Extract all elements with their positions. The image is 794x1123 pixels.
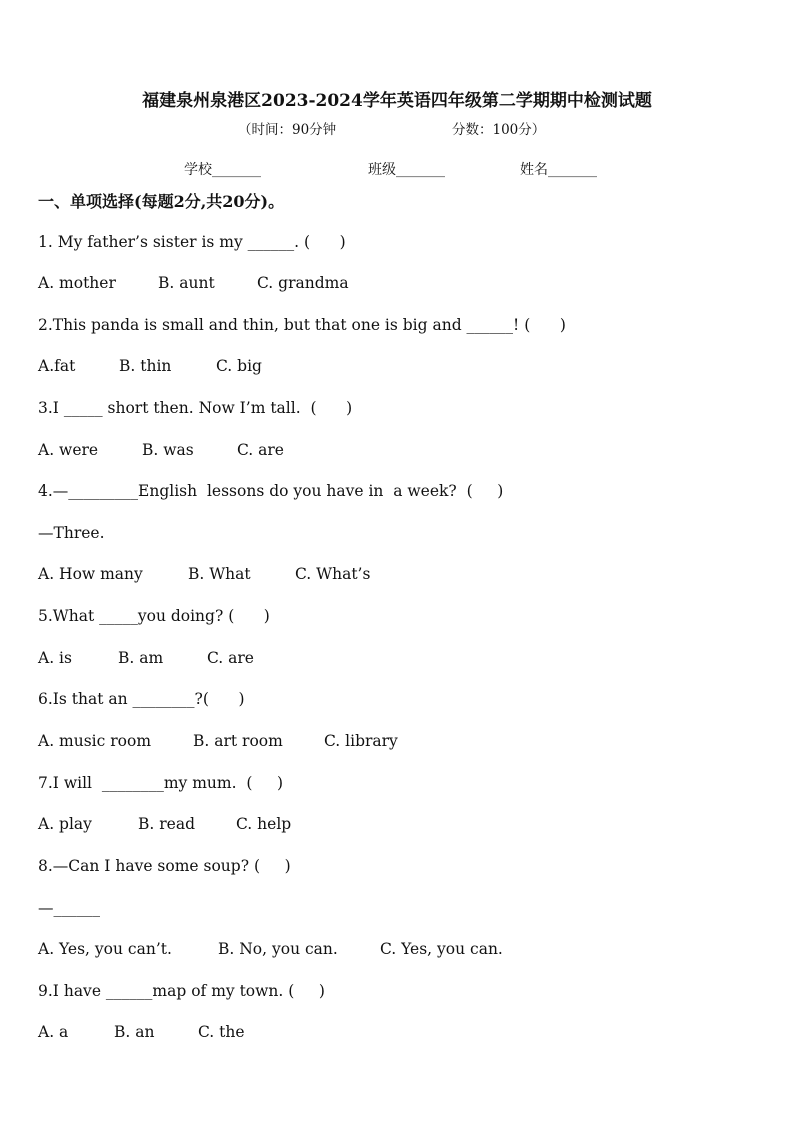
q1-option-c: C. grandma [257,274,349,292]
exam-time: （时间：90分钟 [238,122,337,138]
q7-option-b: B. read [138,815,195,833]
q3-option-a: A. were [38,441,99,459]
q6-option-a: A. music room [38,732,152,750]
page-title: 福建泉州泉港区2023-2024学年英语四年级第二学期期中检测试题 [142,91,652,111]
q3-option-c: C. are [237,441,284,459]
q8-option-b: B. No, you can. [218,940,338,958]
q8-answer-line: —______ [38,899,100,917]
q7-option-a: A. play [38,815,92,833]
q2-option-a: A.fat [38,357,76,375]
q5-option-b: B. am [118,649,164,667]
q9-option-b: B. an [114,1023,155,1041]
name-field[interactable]: 姓名_______ [520,162,597,178]
question-6: 6.Is that an ________?( ) [38,690,245,708]
q4-option-b: B. What [188,565,251,583]
q9-option-a: A. a [38,1023,69,1041]
q2-option-c: C. big [216,357,262,375]
q4-option-c: C. What’s [295,565,371,583]
school-field[interactable]: 学校_______ [184,162,261,178]
q1-option-b: B. aunt [158,274,215,292]
question-9: 9.I have ______map of my town. ( ) [38,982,325,1000]
q1-option-a: A. mother [38,274,116,292]
q3-option-b: B. was [142,441,194,459]
q4-answer-line: —Three. [38,524,105,542]
q5-option-a: A. is [38,649,72,667]
q8-option-a: A. Yes, you can’t. [38,940,172,958]
section-heading: 一、单项选择(每题2分,共20分)。 [38,192,285,211]
question-3: 3.I _____ short then. Now I’m tall. ( ) [38,399,353,417]
question-5: 5.What _____you doing? ( ) [38,607,270,625]
q6-option-b: B. art room [193,732,283,750]
q2-option-b: B. thin [119,357,172,375]
q8-option-c: C. Yes, you can. [380,940,503,958]
q9-option-c: C. the [198,1023,245,1041]
class-field[interactable]: 班级_______ [368,162,445,178]
question-2: 2.This panda is small and thin, but that one is big and ______! ( ) [38,316,566,334]
q7-option-c: C. help [236,815,292,833]
question-8: 8.—Can I have some soup? ( ) [38,857,291,875]
question-7: 7.I will ________my mum. ( ) [38,774,284,792]
q5-option-c: C. are [207,649,254,667]
question-4: 4.—_________English lessons do you have in a week? ( ) [38,482,504,500]
q4-option-a: A. How many [38,565,143,583]
exam-score: 分数：100分） [452,122,546,138]
question-1: 1. My father’s sister is my ______. ( ) [38,233,346,251]
q6-option-c: C. library [324,732,398,750]
